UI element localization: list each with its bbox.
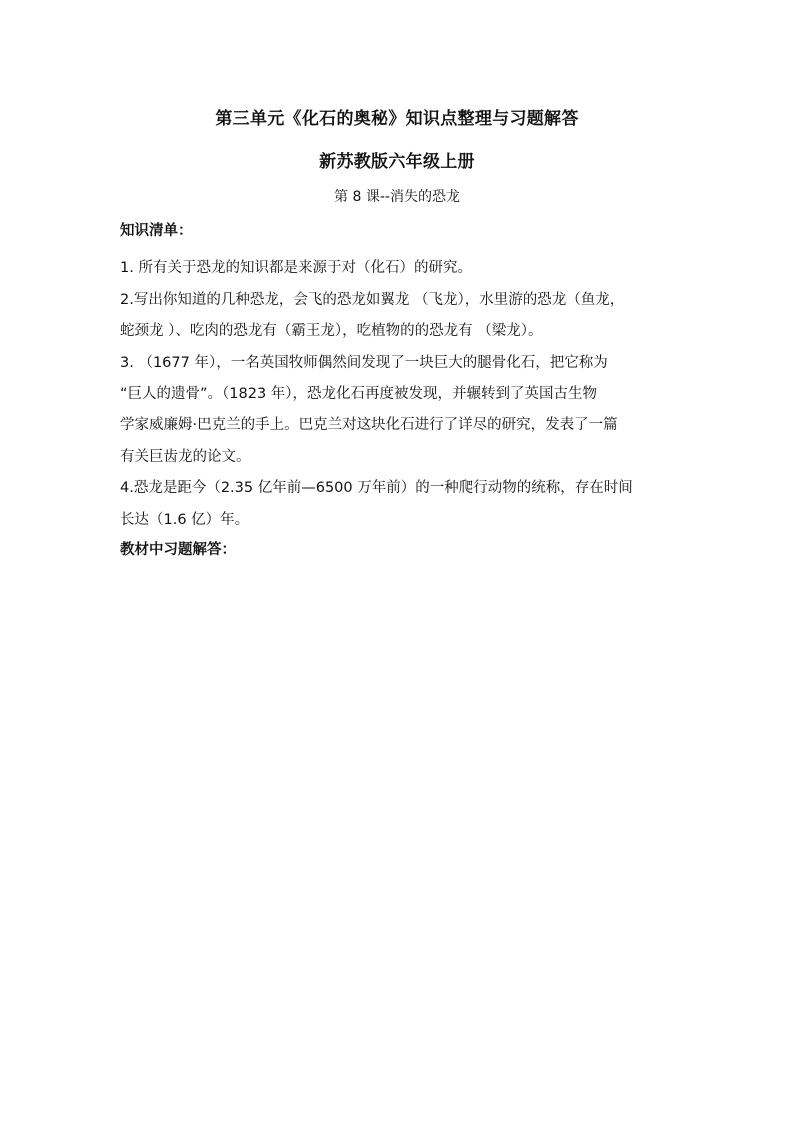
paragraph-line: 长达（1.6 亿）年。 [120, 512, 250, 528]
paragraph-line: 有关巨齿龙的论文。 [120, 449, 251, 465]
paragraph-line: 1. 所有关于恐龙的知识都是来源于对（化石）的研究。 [120, 260, 472, 276]
paragraph-line: 学家威廉姆·巴克兰的手上。巴克兰对这块化石进行了详尽的研究，发表了一篇 [120, 417, 618, 433]
paragraph-line: 4.恐龙是距今（2.35 亿年前—6500 万年前）的一种爬行动物的统称，存在时间 [120, 480, 633, 496]
knowledge-list-heading: 知识清单： [120, 223, 193, 239]
exercises-heading: 教材中习题解答： [120, 542, 236, 558]
paragraph-line: “巨人的遗骨”。（1823 年），恐龙化石再度被发现，并辗转到了英国古生物 [120, 386, 598, 402]
paragraph-line: 3. （1677 年），一名英国牧师偶然间发现了一块巨大的腿骨化石，把它称为 [120, 355, 608, 371]
page-subtitle: 新苏教版六年级上册 [319, 152, 475, 172]
lesson-title: 第 8 课--消失的恐龙 [334, 189, 460, 205]
paragraph-line: 蛇颈龙 ）、吃肉的恐龙有（霸王龙），吃植物的的恐龙有 （梁龙）。 [120, 323, 543, 339]
paragraph-line: 2.写出你知道的几种恐龙，会飞的恐龙如翼龙 （飞龙），水里游的恐龙（鱼龙， [120, 292, 625, 308]
page-title: 第三单元《化石的奥秘》知识点整理与习题解答 [215, 109, 579, 129]
